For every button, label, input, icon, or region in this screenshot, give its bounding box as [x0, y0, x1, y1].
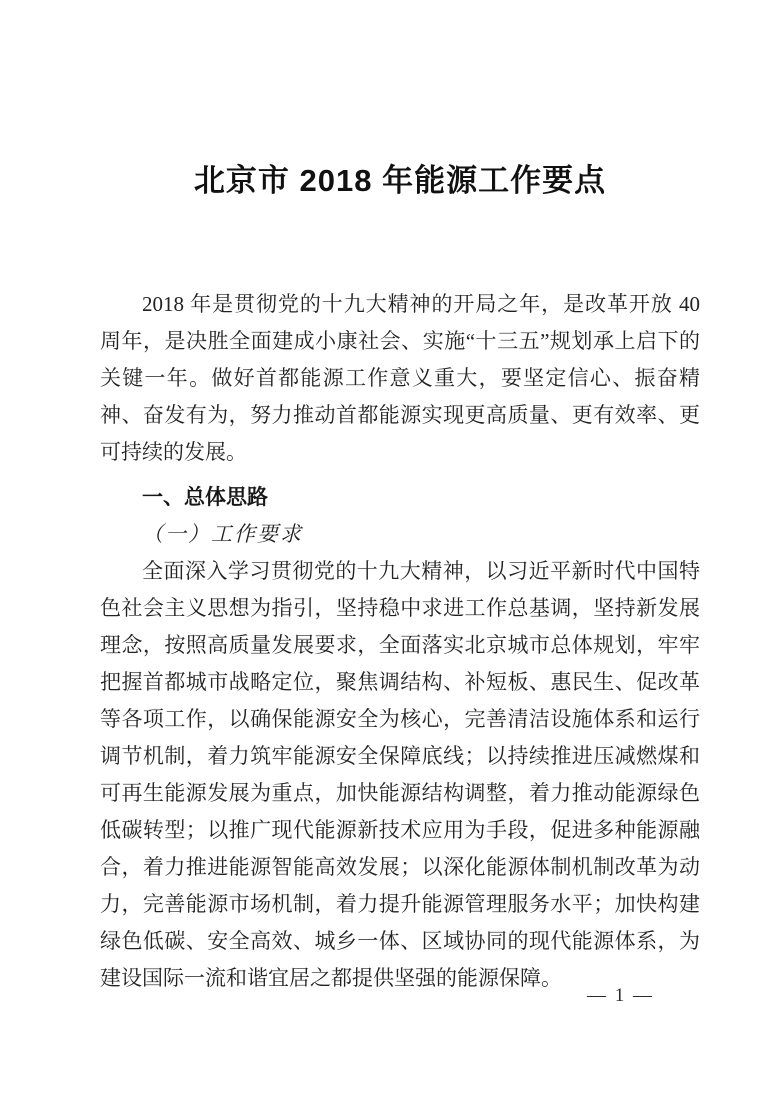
section-heading-overall-approach: 一、总体思路: [142, 486, 268, 509]
page-number: — 1 —: [587, 985, 654, 1006]
document-content: [100, 0, 700, 997]
document-title: 北京市 2018 年能源工作要点: [193, 163, 607, 198]
intro-paragraph: 2018 年是贯彻党的十九大精神的开局之年，是改革开放 40 周年，是决胜全面建成小康社会、实施“十三五”规划承上启下的关键一年。做好首都能源工作意义重大，要坚定信心、振奋精神、奋发有为，努力推动首都能源实现更高质量、更有效率、更可持续的发展。: [100, 292, 700, 464]
body-paragraph: 全面深入学习贯彻党的十九大精神，以习近平新时代中国特色社会主义思想为指引，坚持稳中求进工作总基调，坚持新发展理念，按照高质量发展要求，全面落实北京城市总体规划，牢牢把握首都城市战略定位，聚焦调结构、补短板、惠民生、促改革等各项工作，以确保能源安全为核心，完善清洁设施体系和运行调节机制，着力筑牢能源安全保障底线；以持续推进压减燃煤和可再生能源发展为重点，加快能源结构调整，着力推动能源绿色低碳转型；以推广现代能源新技术应用为手段，促进多种能源融合，着力推进能源智能高效发展；以深化能源体制机制改革为动力，完善能源市场机制，着力提升能源管理服务水平；加快构建绿色低碳、安全高效、城乡一体、区域协同的现代能源体系，为建设国际一流和谐宜居之都提供坚强的能源保障。: [100, 559, 700, 990]
subsection-heading-work-requirements: （一）工作要求: [142, 522, 303, 546]
